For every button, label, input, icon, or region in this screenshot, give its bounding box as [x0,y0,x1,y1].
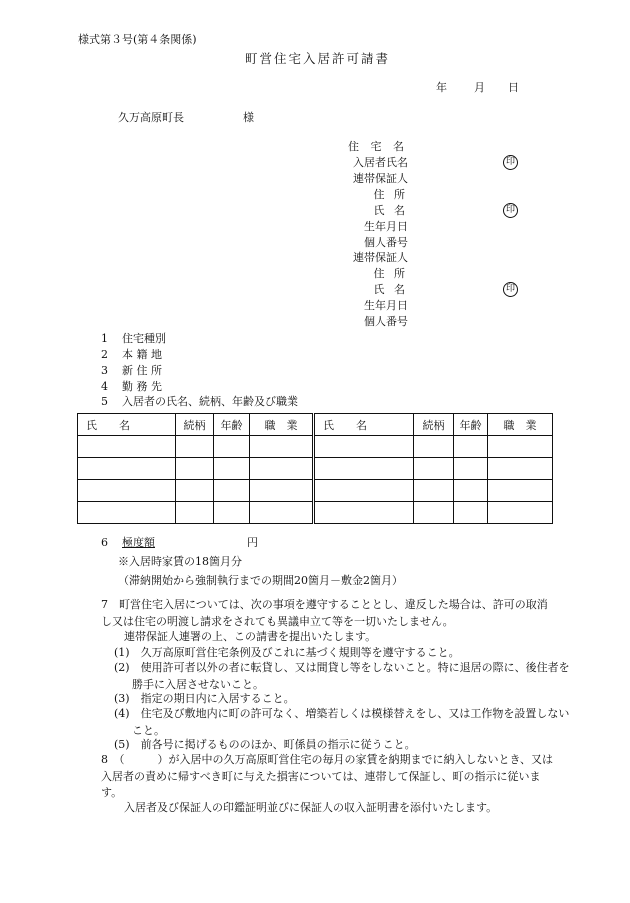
clause-7-item-1: (1) 久万高原町営住宅条例及びこれに基づく規則等を遵守すること。 [114,646,460,659]
seal-icon: 印 [503,155,518,170]
clause-7-item-5: (5) 前各号に掲げるもののほか、町係員の指示に従うこと。 [114,738,416,751]
item-3-no: 3 [101,364,108,377]
item-5-label: 入居者の氏名、続柄、年齢及び職業 [122,395,298,408]
guarantor1-address-label: 住 所 [373,188,408,201]
date-day: 日 [508,81,519,94]
col-occupation: 職 業 [488,414,553,436]
guarantor1-birth-label: 生年月日 [364,220,408,233]
item-4-label: 勤 務 先 [122,380,162,393]
housing-name-label: 住 宅 名 [348,140,408,153]
date-year: 年 [436,81,447,94]
col-name: 氏 名 [314,414,414,436]
clause-7-sub: 連帯保証人連署の上、この請書を提出いたします。 [124,630,377,643]
guarantor1-id-label: 個人番号 [364,236,408,249]
item-2-no: 2 [101,348,108,361]
guarantor1-label: 連帯保証人 [353,172,408,185]
col-relation: 続柄 [414,414,454,436]
guarantor2-birth-label: 生年月日 [364,299,408,312]
table-row [78,502,553,524]
clause-7-item-2: (2) 使用許可者以外の者に転貸し、又は間貸し等をしないこと。特に退居の際に、後住者を勝手に入居させないこと。 [114,661,570,691]
item-2-label: 本 籍 地 [122,348,162,361]
item-3-label: 新 住 所 [122,364,162,377]
table-row [78,436,553,458]
honorific: 様 [243,111,254,124]
deposit-period-note: （滞納開始から強制執行までの期間20箇月－敷金2箇月） [118,574,403,587]
clause-7-intro: 7 町営住宅入居については、次の事項を遵守することとし、違反した場合は、許可の取消し又は住宅の明渡し請求をされても異議申立て等を一切いたしません。 [101,598,548,628]
table-row [78,458,553,480]
clause-8: 8 （ ）が入居中の久万高原町営住宅の毎月の家賃を納期までに納入しないとき、又は入居者の責めに帰すべき町に与えた損害については、連帯して保証し、町の指示に従います。 [101,753,554,799]
col-occupation: 職 業 [250,414,314,436]
item-4-no: 4 [101,380,108,393]
guarantor2-name-label: 氏 名 [373,283,408,296]
table-row [78,480,553,502]
item-1-no: 1 [101,332,108,345]
col-age: 年齢 [214,414,250,436]
table-header-row [78,414,553,436]
deposit-note: ※入居時家賃の18箇月分 [118,555,242,568]
col-name: 氏 名 [78,414,176,436]
item-5-no: 5 [101,395,108,408]
occupants-table [77,413,553,524]
guarantor2-id-label: 個人番号 [364,315,408,328]
limit-amount-label: 極度額 [122,536,155,549]
item-6-no: 6 [101,536,108,549]
seal-icon: 印 [503,282,518,297]
item-1-label: 住宅種別 [122,332,166,345]
occupant-name-label: 入居者氏名 [353,156,408,169]
guarantor1-name-label: 氏 名 [373,204,408,217]
guarantor2-address-label: 住 所 [373,267,408,280]
form-number: 様式第３号(第４条関係) [78,33,197,46]
limit-amount-field [122,537,258,548]
addressee: 久万高原町長 [118,111,184,124]
col-age: 年齢 [454,414,488,436]
clause-7-item-3: (3) 指定の期日内に入居すること。 [114,692,295,705]
closing-statement: 入居者及び保証人の印鑑証明並びに保証人の収入証明書を添付いたします。 [124,801,498,814]
seal-icon: 印 [503,203,518,218]
clause-7-item-4: (4) 住宅及び敷地内に町の許可なく、増築若しくは模様替えをし、又は工作物を設置しないこと。 [114,707,570,737]
col-relation: 続柄 [176,414,214,436]
yen-unit: 円 [247,536,258,549]
date-month: 月 [474,81,485,94]
guarantor2-label: 連帯保証人 [353,251,408,264]
page-title: 町営住宅入居許可請書 [245,51,391,66]
